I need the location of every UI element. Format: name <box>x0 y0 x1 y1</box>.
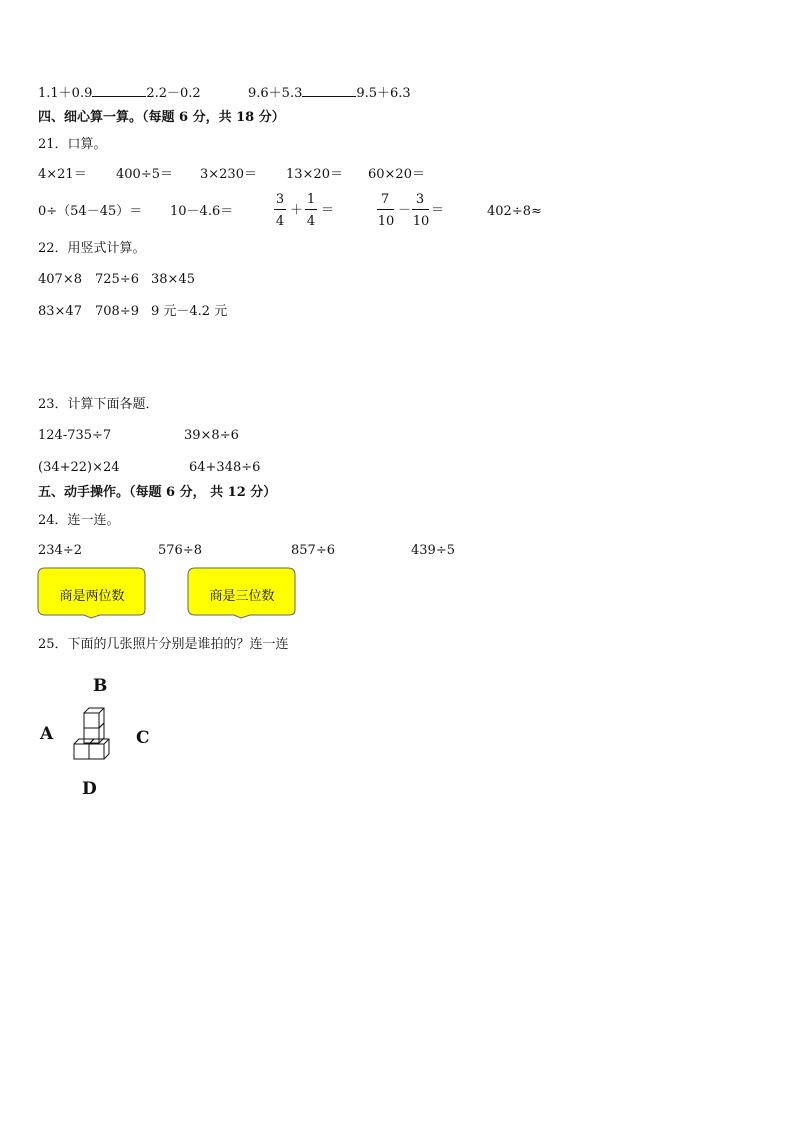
equals: ＝ <box>431 203 445 218</box>
cube-middle <box>84 723 104 743</box>
equals: ＝ <box>321 203 335 218</box>
answer-bubble-three-digit[interactable] <box>187 567 297 619</box>
oral-calc-item: 400÷5＝ <box>116 167 173 182</box>
label-d: D <box>82 779 97 799</box>
oral-calc-item: 10－4.6＝ <box>170 204 234 219</box>
cube-stack-figure <box>70 706 120 764</box>
section-heading: 五、动手操作。（每题 6 分， 共 12 分） <box>38 485 277 500</box>
compare-a-left: 1.1＋0.9 <box>38 86 93 101</box>
question-24: 24．连一连。 <box>38 513 120 528</box>
numerator: 3 <box>415 192 425 207</box>
denominator: 4 <box>275 214 285 229</box>
fraction-bar <box>305 209 317 210</box>
vertical-calc-item: 407×8 <box>38 272 82 287</box>
fraction-bar <box>412 209 429 210</box>
calc-item: 39×8÷6 <box>184 428 239 443</box>
compare-line-2 <box>248 86 411 100</box>
calc-item: 64+348÷6 <box>189 460 261 475</box>
label-c: C <box>136 728 150 748</box>
bubble-label: 商是三位数 <box>209 589 275 604</box>
answer-blank[interactable] <box>92 86 146 97</box>
denominator: 10 <box>412 214 430 229</box>
oral-calc-item: 13×20＝ <box>286 167 343 182</box>
match-item[interactable]: 234÷2 <box>38 543 82 558</box>
fraction-bar <box>274 209 286 210</box>
oral-calc-item: 3×230＝ <box>200 167 257 182</box>
numerator: 1 <box>306 192 316 207</box>
vertical-calc-item: 725÷6 <box>95 272 139 287</box>
compare-b-left: 9.6＋5.3 <box>248 86 303 101</box>
fraction-bar <box>377 209 394 210</box>
operator: ＋ <box>290 203 304 218</box>
calc-item: (34+22)×24 <box>38 460 120 475</box>
match-item[interactable]: 857÷6 <box>291 543 335 558</box>
bubble-label: 商是两位数 <box>59 589 125 604</box>
denominator: 4 <box>306 214 316 229</box>
label-a: A <box>40 724 54 744</box>
calc-item: 124-735÷7 <box>38 428 112 443</box>
question-23: 23．计算下面各题． <box>38 397 159 412</box>
label-b: B <box>93 676 108 696</box>
answer-bubble-two-digit[interactable] <box>37 567 147 619</box>
oral-calc-item: 0÷（54－45）＝ <box>38 204 143 219</box>
oral-calc-item: 4×21＝ <box>38 167 87 182</box>
compare-line <box>38 86 201 100</box>
compare-a-right: 2.2－0.2 <box>146 86 201 101</box>
numerator: 7 <box>380 192 390 207</box>
vertical-calc-item: 38×45 <box>151 272 195 287</box>
question-22: 22．用竖式计算。 <box>38 241 146 256</box>
vertical-calc-item: 83×47 <box>38 304 82 319</box>
cube-top <box>84 708 104 728</box>
section-heading: 四、细心算一算。（每题 6 分，共 18 分） <box>38 110 285 125</box>
question-25: 25．下面的几张照片分别是谁拍的？连一连 <box>38 637 289 652</box>
oral-calc-item: 60×20＝ <box>368 167 425 182</box>
compare-b-right: 9.5＋6.3 <box>356 86 411 101</box>
vertical-calc-item: 708÷9 <box>95 304 139 319</box>
match-item[interactable]: 439÷5 <box>411 543 455 558</box>
answer-blank[interactable] <box>302 86 356 97</box>
operator: － <box>398 203 412 218</box>
question-21: 21．口算。 <box>38 137 107 152</box>
match-item[interactable]: 576÷8 <box>158 543 202 558</box>
numerator: 3 <box>275 192 285 207</box>
oral-calc-item: 402÷8≈ <box>487 204 542 219</box>
vertical-calc-item: 9 元－4.2 元 <box>151 304 228 319</box>
denominator: 10 <box>377 214 395 229</box>
